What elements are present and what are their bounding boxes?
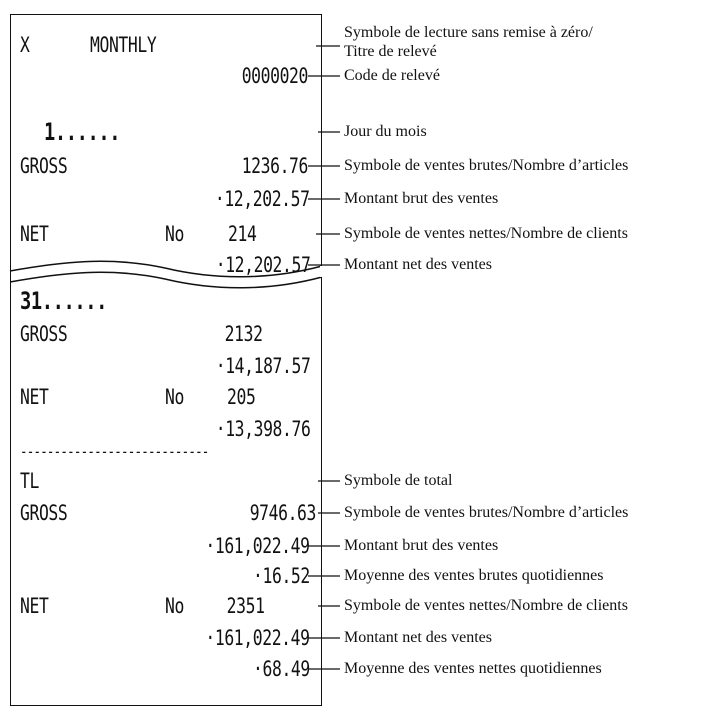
day-of-month-1: 1...... [44,118,121,146]
annotation-net-symbol: Symbole de ventes nettes/Nombre de clients [344,225,628,242]
gross-count-day31: 2132 [225,322,263,346]
annotation-gross-symbol: Symbole de ventes brutes/Nombre d’articles [344,157,629,174]
net-label-day1: NET [20,222,49,246]
net-count-day31: 205 [226,385,255,409]
total-label: TL [20,469,39,493]
annotation-net-average: Moyenne des ventes nettes quotidiennes [344,660,602,677]
net-count-total: 2351 [227,594,265,618]
net-label-day31: NET [20,385,49,409]
annotation-total-net-symbol: Symbole de ventes nettes/Nombre de clients [344,597,628,614]
gross-amount-day1: ·12,202.57 [205,187,310,211]
tear-gap-left [6,271,10,282]
annotation-net-amount: Montant net des ventes [344,256,492,273]
annotation-report-title: Titre de relevé [344,43,437,60]
gross-label-day1: GROSS [20,154,68,178]
reading-symbol: X [20,33,30,57]
net-count-day1: 214 [227,222,256,246]
report-code: 0000020 [241,64,308,88]
gross-count-day1: 1236.76 [241,154,308,178]
report-title: MONTHLY [90,33,157,57]
net-label-total: NET [20,594,49,618]
annotation-total-gross-symbol: Symbole de ventes brutes/Nombre d’articles [344,504,629,521]
annotation-report-code: Code de relevé [344,67,440,84]
annotation-gross-average: Moyenne des ventes brutes quotidiennes [344,567,604,584]
gross-label-total: GROSS [20,501,68,525]
gross-label-day31: GROSS [20,322,68,346]
annotation-total-gross-amount: Montant brut des ventes [344,537,499,554]
annotation-reading-symbol: Symbole de lecture sans remise à zéro/ [344,24,593,41]
net-amount-total: ·161,022.49 [205,626,310,650]
gross-average-total: ·16.52 [253,564,310,588]
gross-amount-day31: ·14,187.57 [215,354,310,378]
annotation-total-symbol: Symbole de total [344,472,453,489]
net-no-label-day31: No [165,385,184,409]
annotation-gross-amount: Montant brut des ventes [344,190,499,207]
net-average-total: ·68.49 [253,657,310,681]
separator-line: ---------------------------- [20,442,209,461]
net-no-label-total: No [165,594,184,618]
annotation-total-net-amount: Montant net des ventes [344,629,492,646]
gross-count-total: 9746.63 [249,501,316,525]
gross-amount-total: ·161,022.49 [205,534,310,558]
day-of-month-31: 31...... [20,287,108,315]
net-no-label-day1: No [165,222,184,246]
leaders [308,46,340,669]
net-amount-day1: ·12,202.57 [215,253,310,277]
tear-gap-right [320,266,326,277]
net-amount-day31: ·13,398.76 [215,417,310,441]
annotation-day-of-month: Jour du mois [344,123,427,140]
